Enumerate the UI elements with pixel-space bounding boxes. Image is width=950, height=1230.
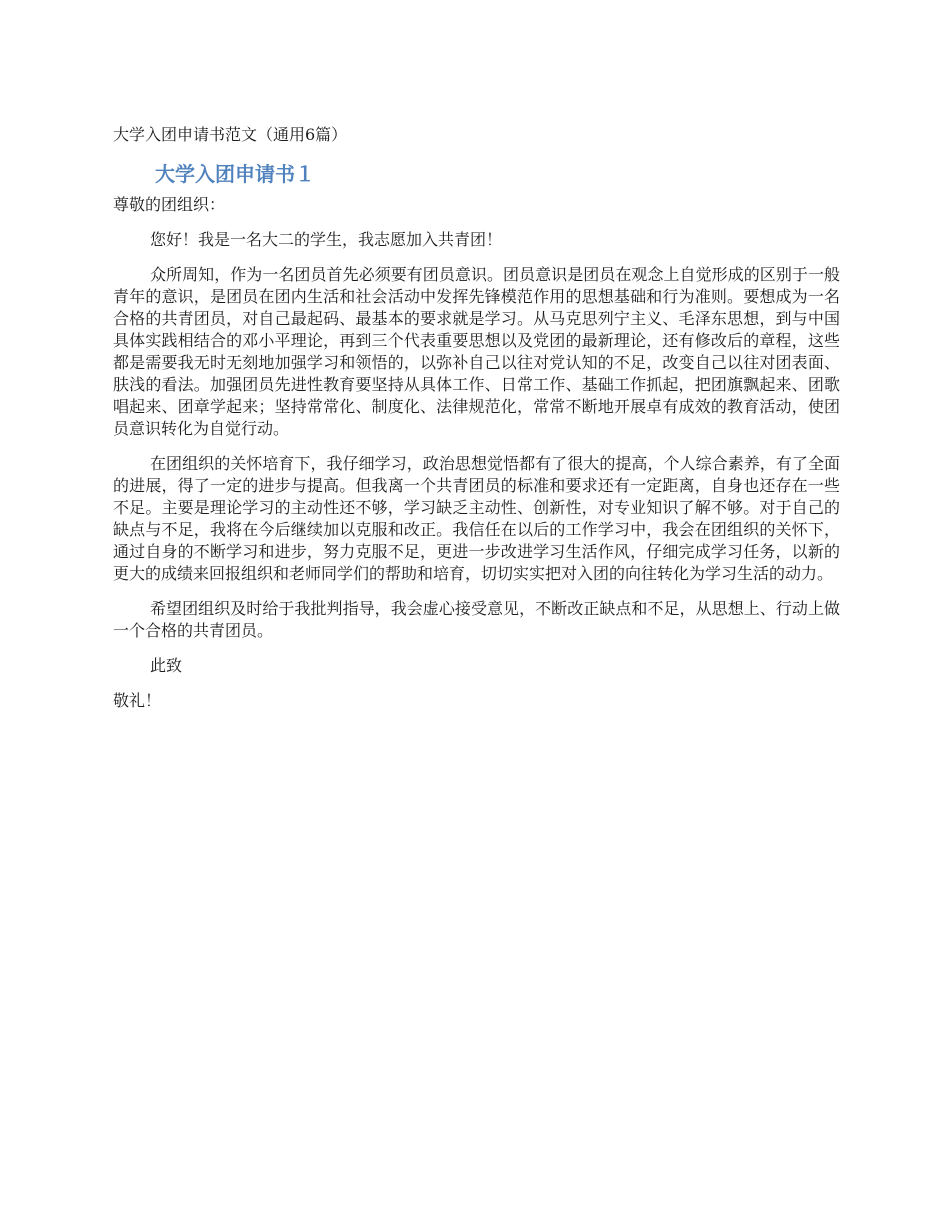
salutation: 尊敬的团组织： [113,195,226,214]
paragraph-hope: 希望团组织及时给于我批判指导，我会虚心接受意见，不断改正缺点和不足，从思想上、行动上做一个合格的共青团员。 [113,599,840,640]
paragraph-progress: 在团组织的关怀培育下，我仔细学习，政治思想觉悟都有了很大的提高，个人综合素养，有了全面的进展，得了一定的进步与提高。但我离一个共青团员的标准和要求还有一定距离，自身也还存在一些不足。主要是理论学习的主动性还不够，学习缺乏主动性、创新性，对专业知识了解不够。对于自己的缺点与不足，我将在今后继续加以克服和改正。我信任在以后的工作学习中，我会在团组织的关怀下，通过自身的不断学习和进步，努力克服不足，更进一步改进学习生活作风，仔细完成学习任务，以新的更大的成绩来回报组织和老师同学们的帮助和培育，切切实实把对入团的向往转化为学习生活的动力。 [113,454,840,583]
paragraph-greeting: 您好！我是一名大二的学生，我志愿加入共青团！ [150,230,503,249]
document-title: 大学入团申请书范文（通用6篇） [113,125,348,144]
paragraph-awareness: 众所周知，作为一名团员首先必须要有团员意识。团员意识是团员在观念上自觉形成的区别于一般青年的意识，是团员在团内生活和社会活动中发挥先锋模范作用的思想基础和行为准则。要想成为一名合格的共青团员，对自己最起码、最基本的要求就是学习。从马克思列宁主义、毛泽东思想，到与中国具体实践相结合的邓小平理论，再到三个代表重要思想以及党团的最新理论，还有修改后的章程，这些都是需要我无时无刻地加强学习和领悟的，以弥补自己以往对党认知的不足，改变自己以往对团表面、肤浅的看法。加强团员先进性教育要坚持从具体工作、日常工作、基础工作抓起，把团旗飘起来、团歌唱起来、团章学起来；坚持常常化、制度化、法律规范化，常常不断地开展卓有成效的教育活动，使团员意识转化为自觉行动。 [113,265,840,438]
closing-phrase: 此致 [150,656,183,675]
sign-off: 敬礼！ [113,691,162,710]
document-body [113,124,840,712]
section-heading: 大学入团申请书１ [155,162,315,186]
